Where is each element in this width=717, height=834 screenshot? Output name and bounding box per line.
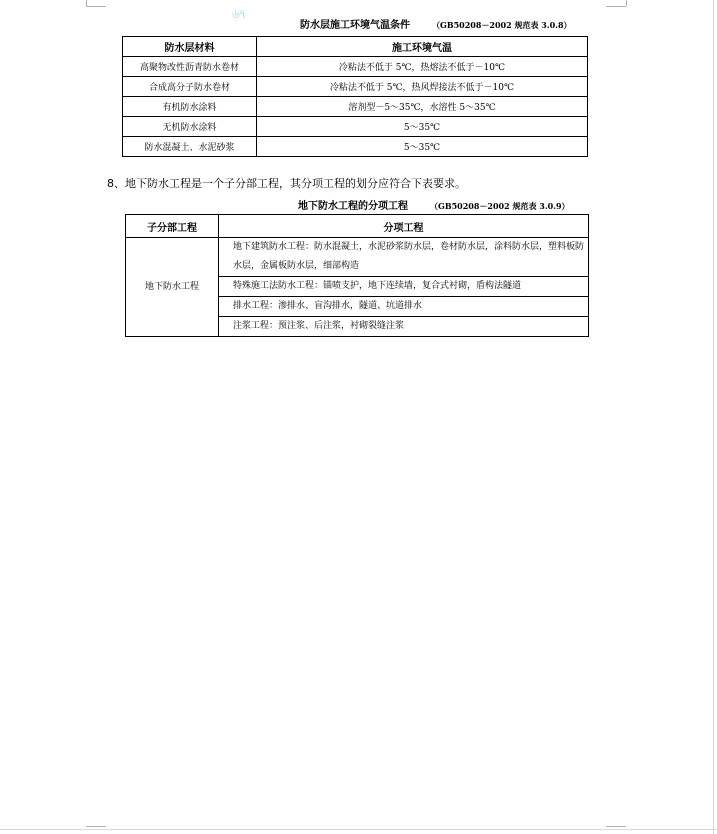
material-cell: 有机防水涂料 [123,97,257,117]
material-cell: 合成高分子防水卷材 [123,77,257,97]
item-cell: 地下建筑防水工程：防水混凝土，水泥砂浆防水层，卷材防水层，涂料防水层，塑料板防水层，金属板防水层，细部构造 [219,238,589,277]
item-cell: 排水工程：渗排水、盲沟排水，隧道、坑道排水 [219,297,589,317]
material-cell: 防水混凝土、水泥砂浆 [123,137,257,157]
table-row [123,117,588,137]
temperature-cell: 5～35℃ [257,117,588,137]
table-row [123,77,588,97]
page-edge-right [713,0,714,834]
table2-standard: （GB50208－2002 规范表 3.0.9） [430,201,570,211]
page-edge-bottom [0,829,717,830]
crop-mark [626,0,627,6]
temperature-cell: 溶剂型－5～35℃，水溶性 5～35℃ [257,97,588,117]
table1-title: 防水层施工环境气温条件 [300,20,410,31]
table2-title: 地下防水工程的分项工程 [298,201,408,212]
column-header: 分项工程 [219,215,589,238]
body-paragraph: 8、地下防水工程是一个子分部工程，其分项工程的划分应符合下表要求。 [107,177,466,190]
table-row [126,238,589,277]
construction-temperature-table [122,36,588,157]
table1-standard: （GB50208－2002 规范表 3.0.8） [432,20,572,30]
subitem-project-table [125,214,589,337]
sub-project-cell: 地下防水工程 [126,238,219,337]
column-header: 施工环境气温 [257,37,588,57]
crop-mark [86,6,106,7]
crop-mark [606,826,626,827]
table-header-row [126,215,589,238]
table1-caption [300,16,572,31]
material-cell: 无机防水涂料 [123,117,257,137]
material-cell: 高聚物改性沥青防水卷材 [123,57,257,77]
column-header: 防水层材料 [123,37,257,57]
crop-mark [606,6,626,7]
temperature-cell: 5～35℃ [257,137,588,157]
temperature-cell: 冷粘法不低于 5℃，热风焊接法不低于－10℃ [257,77,588,97]
temperature-cell: 冷粘法不低于 5℃，热熔法不低于－10℃ [257,57,588,77]
header-logo: ৬৭ [232,7,246,21]
table-header-row [123,37,588,57]
column-header: 子分部工程 [126,215,219,238]
crop-mark [86,826,106,827]
table2-caption [298,197,570,212]
table-row [123,137,588,157]
table-row [123,97,588,117]
item-cell: 注浆工程：预注浆、后注浆，衬砌裂缝注浆 [219,317,589,337]
table-row [123,57,588,77]
item-cell: 特殊施工法防水工程：锚喷支护，地下连续墙，复合式衬砌，盾构法隧道 [219,277,589,297]
